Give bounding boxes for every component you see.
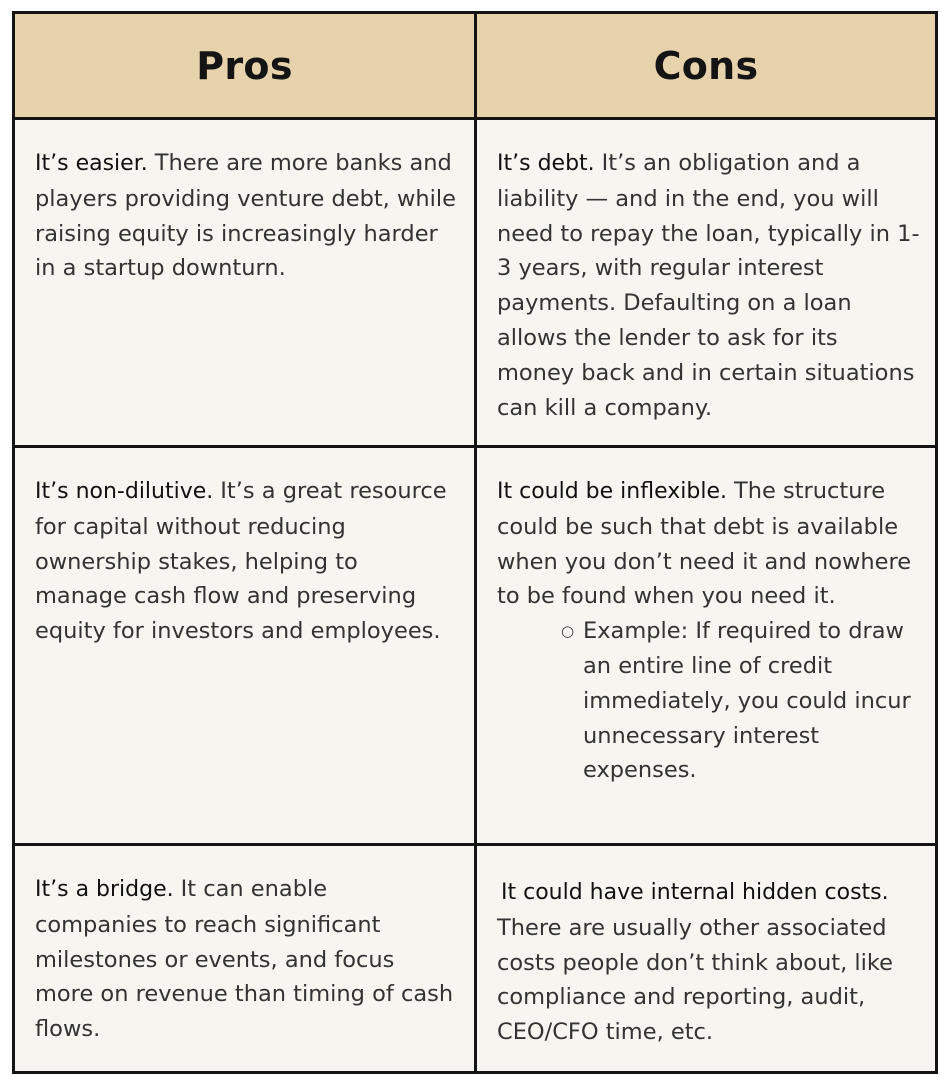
pro-cell-2	[15, 448, 477, 846]
con-lead: It’s debt.	[497, 151, 602, 176]
con-text: It’s an obligation and a liability — and in the end, you will need to repay the loan, typically in 1-3 years, with regular interest payments. Defaulting on a loan allows the lender to ask for its money back and in certain situations can kill a company.	[497, 150, 920, 421]
pro-lead: It’s easier.	[35, 151, 155, 176]
cons-header	[477, 14, 935, 120]
con-text: The structure could be such that debt is available when you don’t need it and nowhere to be found when you need it.	[497, 478, 912, 610]
con-cell-3-body	[477, 846, 935, 1050]
pro-cell-3-body	[15, 846, 474, 1047]
con-cell-2	[477, 448, 935, 846]
con-sublist	[497, 614, 921, 788]
con-cell-3	[477, 846, 935, 1071]
con-lead: It could have internal hidden costs.	[501, 880, 889, 905]
con-sublist-item	[561, 614, 921, 788]
pro-text: It’s a great resource for capital without reducing ownership stakes, helping to manage cash flow and preserving equity for investors and employees.	[35, 478, 447, 645]
con-lead: It could be inflexible.	[497, 479, 734, 504]
pro-text: It can enable companies to reach significant milestones or events, and focus more on revenue than timing of cash flows.	[35, 876, 454, 1043]
con-text: There are usually other associated costs people don’t think about, like compliance and reporting, audit, CEO/CFO time, etc.	[497, 914, 893, 1046]
con-cell-1-body	[477, 120, 935, 425]
hollow-circle-bullet-icon: ○	[561, 622, 575, 641]
pro-text: There are more banks and players providing venture debt, while raising equity is increasingly harder in a startup downturn.	[35, 150, 456, 282]
con-cell-1	[477, 120, 935, 448]
pros-header	[15, 14, 477, 120]
pro-cell-2-body	[15, 448, 474, 649]
pro-cell-1-body	[15, 120, 474, 286]
pro-cell-3	[15, 846, 477, 1071]
pro-lead: It’s non-dilutive.	[35, 479, 221, 504]
con-cell-2-body	[477, 448, 935, 788]
pros-cons-table	[12, 11, 938, 1074]
cons-header-label: Cons	[653, 43, 759, 88]
con-sublist-text: Example: If required to draw an entire line of credit immediately, you could incur unnecessary interest expenses.	[583, 618, 911, 784]
pros-header-label: Pros	[196, 43, 293, 88]
pro-cell-1	[15, 120, 477, 448]
pro-lead: It’s a bridge.	[35, 877, 181, 902]
